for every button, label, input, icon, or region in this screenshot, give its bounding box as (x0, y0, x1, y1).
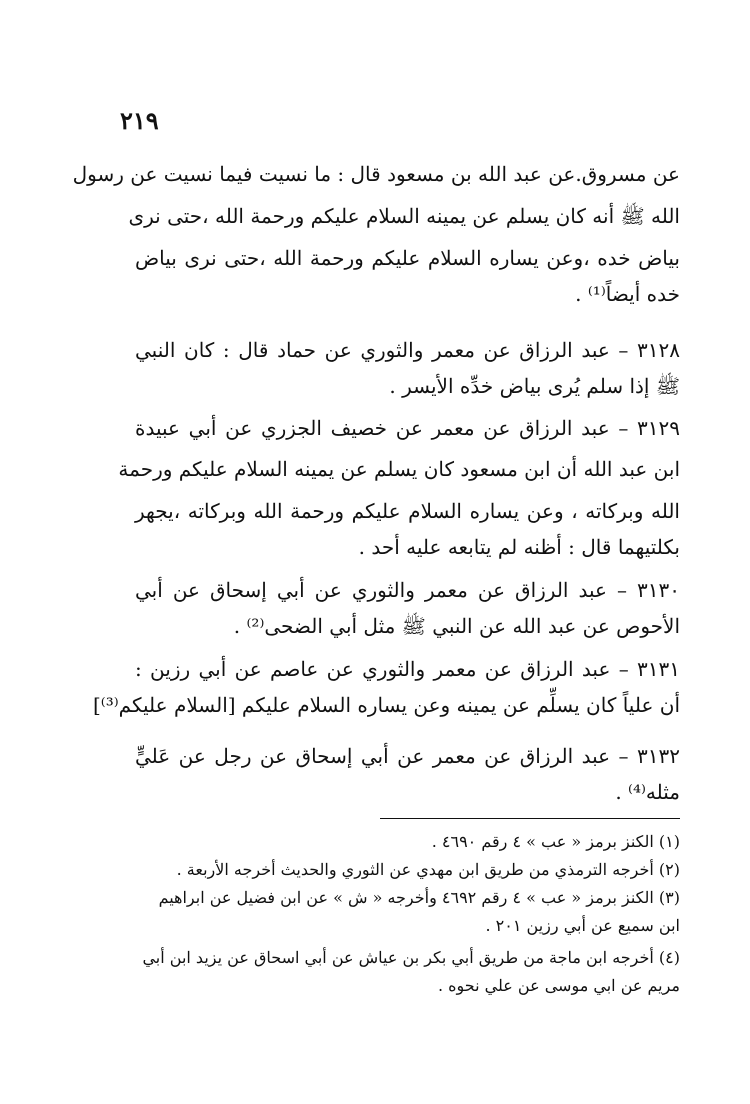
hadith-3129-line: بكلتيهما قال : أظنه لم يتابعه عليه أحد . (358, 535, 680, 559)
hadith-3129-line: ٣١٢٩ – عبد الرزاق عن معمر عن خصيف الجزري عن أبي عبيدة (135, 416, 680, 440)
hadith-3128-line: ٣١٢٨ – عبد الرزاق عن معمر والثوري عن حماد قال : كان النبي (135, 338, 680, 362)
hadith-3132-line: مثله⁽⁴⁾ . (615, 780, 680, 804)
hadith-3128-line: ﷺ إذا سلم يُرى بياض خدِّه الأيسر . (389, 374, 680, 398)
hadith-3129-line: الله وبركاته ، وعن يساره السلام عليكم ورحمة الله وبركاته ،يجهر (135, 499, 680, 523)
footnote-3-continued: ابن سميع عن أبي رزين ٢٠١ . (485, 916, 680, 935)
hadith-3130-line: ٣١٣٠ – عبد الرزاق عن معمر والثوري عن أبي إسحاق عن أبي (135, 578, 680, 602)
hadith-3129-line: ابن عبد الله أن ابن مسعود كان يسلم عن يمينه السلام عليكم ورحمة (118, 457, 680, 481)
footnote-4-continued: مريم عن ابي موسى عن علي نحوه . (437, 976, 680, 995)
hadith-3130-line: الأحوص عن عبد الله عن النبي ﷺ مثل أبي الضحى⁽²⁾ . (233, 614, 680, 638)
hadith-3132-line: ٣١٣٢ – عبد الرزاق عن معمر عن أبي إسحاق عن رجل عن عَليٍّ (135, 744, 680, 768)
footnote-1: (١) الكنز برمز « عب » ٤ رقم ٤٦٩٠ . (431, 832, 680, 851)
footnote-2: (٢) أخرجه الترمذي من طريق ابن مهدي عن الثوري والحديث أخرجه الأربعة . (176, 860, 680, 879)
body-line: عن مسروق.عن عبد الله بن مسعود قال : ما نسيت فيما نسيت عن رسول (72, 162, 680, 186)
book-page (72, 0, 680, 1104)
page-number: ٢١٩ (120, 106, 159, 135)
body-line: بياض خده ،وعن يساره السلام عليكم ورحمة الله ،حتى نرى بياض (135, 246, 680, 270)
hadith-3131-line: أن علياً كان يسلِّم عن يمينه وعن يساره السلام عليكم [السلام عليكم⁽³⁾] (92, 693, 680, 717)
footnote-4: (٤) أخرجه ابن ماجة من طريق أبي بكر بن عياش عن أبي اسحاق عن يزيد ابن أبي (142, 948, 680, 967)
footnote-3: (٣) الكنز برمز « عب » ٤ رقم ٤٦٩٢ وأخرجه « ش » عن ابن فضيل عن ابراهيم (158, 888, 680, 907)
footnote-divider (380, 818, 680, 819)
hadith-3131-line: ٣١٣١ – عبد الرزاق عن معمر والثوري عن عاصم عن أبي رزين : (135, 657, 680, 681)
body-line: خده أيضاً⁽¹⁾ . (575, 282, 680, 306)
body-line: الله ﷺ أنه كان يسلم عن يمينه السلام عليكم ورحمة الله ،حتى نرى (128, 204, 680, 228)
